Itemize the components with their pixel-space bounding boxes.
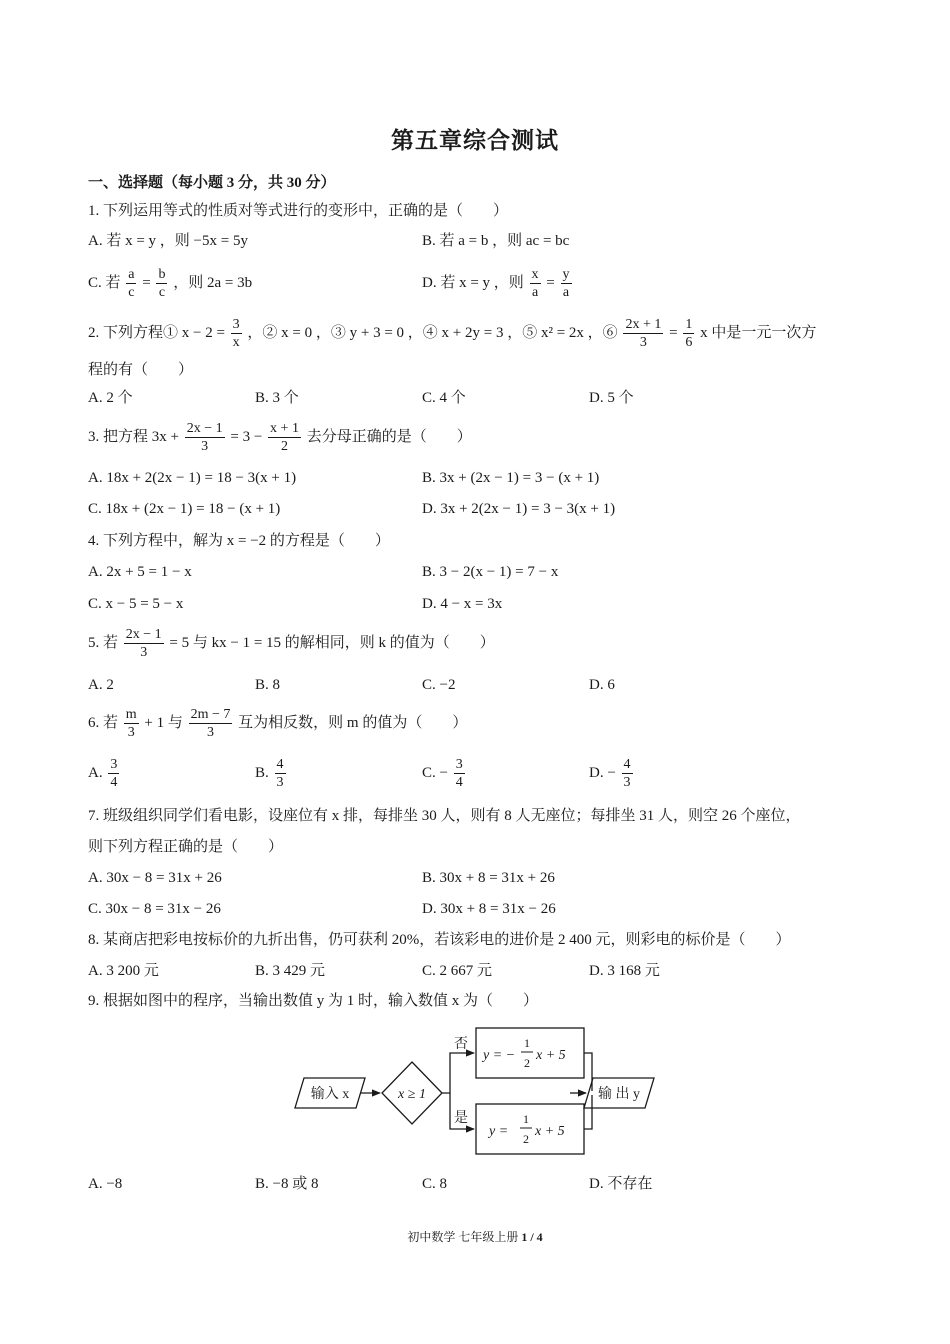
question-7-stem: 7. 班级组织同学们看电影，设座位有 x 排，每排坐 30 人，则有 8 人无座位；每排坐 31 人，则空 26 个座位， bbox=[88, 808, 801, 824]
section-heading: 一、选择题（每小题 3 分，共 30 分） bbox=[88, 175, 336, 191]
question-2-option-a: A. 2 个 bbox=[88, 390, 133, 406]
question-6-option-a: A. $\frac{3}{4}$ bbox=[88, 757, 118, 790]
question-7-option-b: B. 30x + 8 = 31x + 26 bbox=[422, 870, 555, 886]
question-5-option-b: B. 8 bbox=[255, 677, 281, 693]
footer-page-number: 1 / 4 bbox=[521, 1230, 543, 1244]
question-3-option-d: D. 3x + 2(2x − 1) = 3 − 3(x + 1) bbox=[422, 501, 616, 517]
question-8-option-d: D. 3 168 元 bbox=[589, 963, 660, 979]
question-5-stem: 5. 若 $\frac{2x - 1}{3}$ = 5 与 kx − 1 = 15 的解相同，则 k 的值为（ ） bbox=[88, 627, 495, 660]
question-9-option-b: B. −8 或 8 bbox=[255, 1176, 319, 1192]
question-1-option-b: B. 若 a = b ，则 ac = bc bbox=[422, 233, 570, 249]
yes-branch-label: 是 bbox=[454, 1111, 468, 1126]
question-4-option-b: B. 3 − 2(x − 1) = 7 − x bbox=[422, 564, 559, 580]
question-1-option-c: C. 若 $\frac{a}{c}$ = $\frac{b}{c}$ ，则 2a = 3b bbox=[88, 267, 253, 300]
yes-branch-fraction-den: 2 bbox=[523, 1132, 529, 1146]
question-7-option-d: D. 30x + 8 = 31x − 26 bbox=[422, 901, 556, 917]
question-7-stem-line-2: 则下列方程正确的是（ ） bbox=[88, 839, 284, 855]
question-3-stem: 3. 把方程 3x + $\frac{2x - 1}{3}$ = 3 − $\frac{x + 1}{2}$ 去分母正确的是（ ） bbox=[88, 421, 472, 454]
question-3-option-a: A. 18x + 2(2x − 1) = 18 − 3(x + 1) bbox=[88, 470, 297, 486]
page-footer bbox=[0, 1228, 950, 1245]
question-1-option-a: A. 若 x = y ，则 −5x = 5y bbox=[88, 233, 248, 249]
question-1-option-d: D. 若 x = y ，则 $\frac{x}{a}$ = $\frac{y}{a}$ bbox=[422, 267, 570, 300]
question-2-option-b: B. 3 个 bbox=[255, 390, 299, 406]
output-label: 输 出 y bbox=[598, 1087, 640, 1102]
yes-branch-formula-right: x + 5 bbox=[535, 1124, 565, 1139]
question-8-option-c: C. 2 667 元 bbox=[422, 963, 493, 979]
question-9-option-a: A. −8 bbox=[88, 1176, 123, 1192]
no-branch-label: 否 bbox=[454, 1037, 468, 1052]
question-6-option-d: D. − $\frac{4}{3}$ bbox=[589, 757, 631, 790]
question-2-option-d: D. 5 个 bbox=[589, 390, 634, 406]
question-7-option-a: A. 30x − 8 = 31x + 26 bbox=[88, 870, 222, 886]
question-9-option-d: D. 不存在 bbox=[589, 1176, 653, 1192]
question-6-stem: 6. 若 $\frac{m}{3}$ + 1 与 $\frac{2m - 7}{3}$ 互为相反数，则 m 的值为（ ） bbox=[88, 707, 468, 740]
question-5-option-c: C. −2 bbox=[422, 677, 456, 693]
question-2-stem-line-2: 程的有（ ） bbox=[88, 362, 194, 378]
condition-label: x ≥ 1 bbox=[398, 1087, 426, 1102]
no-branch-formula-left: y = − bbox=[483, 1048, 516, 1063]
question-4-option-a: A. 2x + 5 = 1 − x bbox=[88, 564, 192, 580]
question-9-stem: 9. 根据如图中的程序，当输出数值 y 为 1 时，输入数值 x 为（ ） bbox=[88, 993, 539, 1009]
no-branch-formula-right: x + 5 bbox=[536, 1048, 566, 1063]
question-8-option-b: B. 3 429 元 bbox=[255, 963, 326, 979]
question-4-option-c: C. x − 5 = 5 − x bbox=[88, 596, 184, 612]
question-4-stem: 4. 下列方程中，解为 x = −2 的方程是（ ） bbox=[88, 533, 390, 549]
page-title: 第五章综合测试 bbox=[391, 128, 559, 153]
question-1-stem: 1. 下列运用等式的性质对等式进行的变形中，正确的是（ ） bbox=[88, 203, 509, 219]
question-6-option-b: B. $\frac{4}{3}$ bbox=[255, 757, 284, 790]
no-branch-fraction-den: 2 bbox=[524, 1056, 530, 1070]
question-2-option-c: C. 4 个 bbox=[422, 390, 466, 406]
yes-branch-fraction-num: 1 bbox=[523, 1112, 529, 1126]
question-7-option-c: C. 30x − 8 = 31x − 26 bbox=[88, 901, 221, 917]
question-3-option-c: C. 18x + (2x − 1) = 18 − (x + 1) bbox=[88, 501, 281, 517]
input-label: 输入 x bbox=[310, 1087, 350, 1102]
footer-subject: 初中数学 七年级上册 bbox=[407, 1230, 519, 1244]
question-6-option-c: C. − $\frac{3}{4}$ bbox=[422, 757, 463, 790]
no-branch-fraction-num: 1 bbox=[524, 1036, 530, 1050]
program-flowchart bbox=[290, 1022, 670, 1162]
question-5-option-d: D. 6 bbox=[589, 677, 615, 693]
question-5-option-a: A. 2 bbox=[88, 677, 114, 693]
question-8-stem: 8. 某商店把彩电按标价的九折出售，仍可获利 20%，若该彩电的进价是 2 400 元，则彩电的标价是（ ） bbox=[88, 932, 791, 948]
yes-branch-formula-left: y = bbox=[489, 1124, 509, 1139]
question-4-option-d: D. 4 − x = 3x bbox=[422, 596, 503, 612]
question-9-option-c: C. 8 bbox=[422, 1176, 448, 1192]
question-8-option-a: A. 3 200 元 bbox=[88, 963, 159, 979]
question-3-option-b: B. 3x + (2x − 1) = 3 − (x + 1) bbox=[422, 470, 600, 486]
question-2-stem: 2. 下列方程① x − 2 = $\frac{3}{x}$ ，② x = 0 ，③ y + 3 = 0 ，④ x + 2y = 3 ，⑤ x² = 2x ，⑥ $\frac{2x + 1}{3}$ = $\frac{1}{6}$ x 中是一元一次方 bbox=[88, 317, 817, 350]
